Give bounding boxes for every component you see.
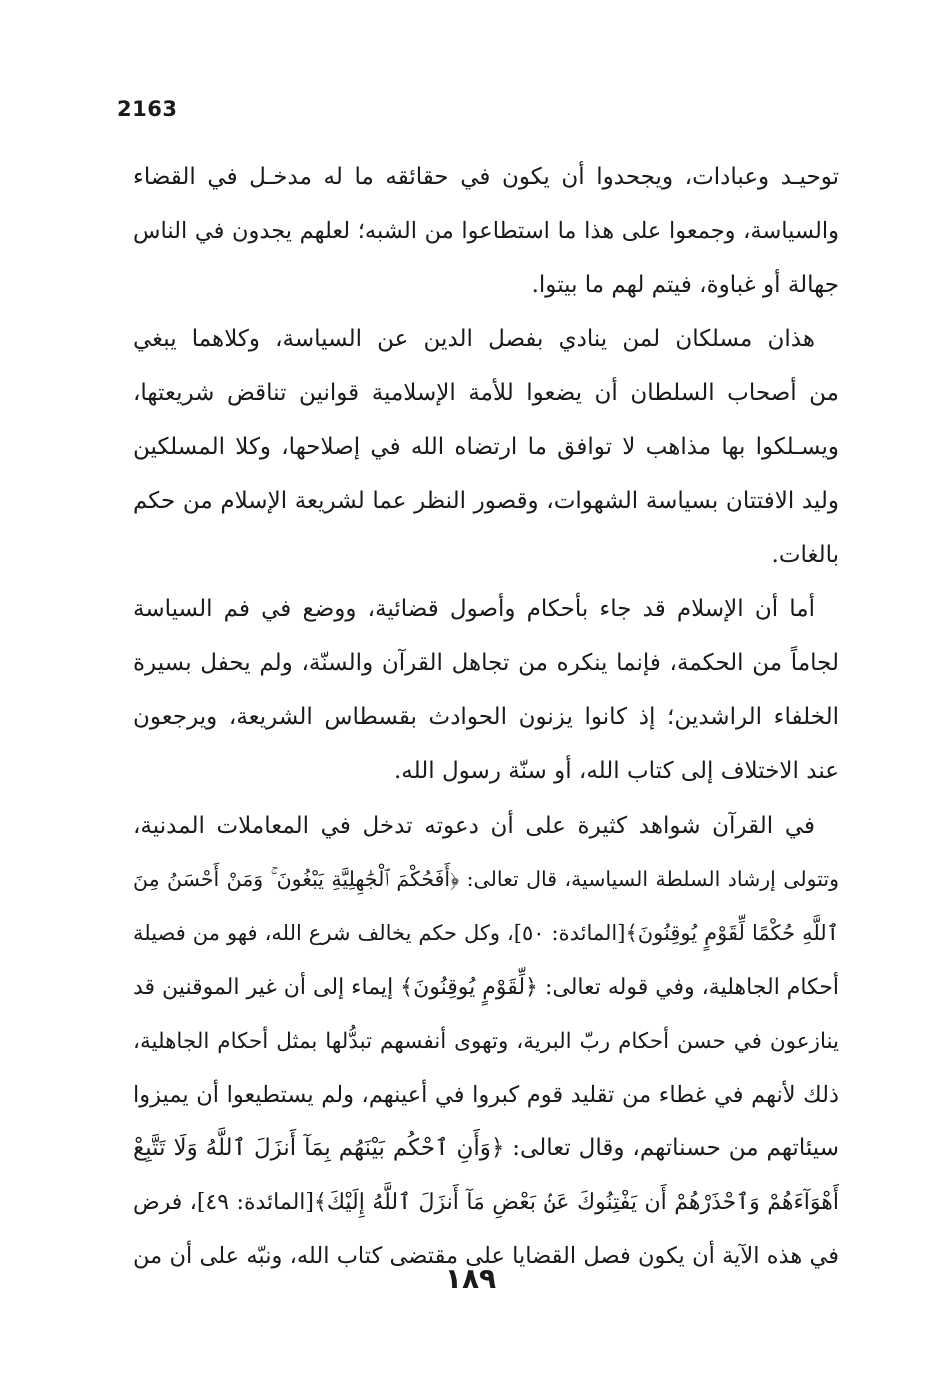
paragraph-1	[133, 151, 839, 312]
text-line: وليد الافتتان بسياسة الشهوات، وقصور النظر عما لشريعة الإسلام من حكم	[133, 487, 839, 514]
text-line: أحكام الجاهلية، وفي قوله تعالى: ﴿لِّقَوْمٍ يُوقِنُونَ﴾ إيماء إلى أن غير الموقنين قد	[133, 974, 839, 1000]
text-line: أما أن الإسلام قد جاء بأحكام وأصول قضائية، ووضع في فم السياسة	[133, 596, 815, 623]
text-line: ويسـلكوا بها مذاهب لا توافق ما ارتضاه الله في إصلاحها، وكلا المسلكين	[133, 433, 839, 460]
paragraph-2	[133, 313, 839, 582]
text-line: ذلك لأنهم في غطاء من تقليد قوم كبروا في أعينهم، ولم يستطيعوا أن يميزوا	[133, 1081, 839, 1108]
text-line: والسياسة، وجمعوا على هذا ما استطاعوا من الشبه؛ لعلهم يجدون في الناس	[133, 217, 839, 244]
text-line: ينازعون في حسن أحكام ربّ البرية، وتهوى أنفسهم تبدُّلها بمثل أحكام الجاهلية،	[133, 1028, 839, 1054]
paragraph-3	[133, 583, 839, 798]
page-number: ١٨٩	[444, 1262, 497, 1295]
text-line: لجاماً من الحكمة، فإنما ينكره من تجاهل القرآن والسنّة، ولم يحفل بسيرة	[133, 650, 839, 677]
text-line: توحيـد وعبادات، ويجحدوا أن يكون في حقائقه ما له مدخـل في القضاء	[133, 164, 839, 190]
text-line: في القرآن شواهد كثيرة على أن دعوته تدخل في المعاملات المدنية،	[133, 812, 815, 839]
page-id: 2163	[117, 97, 178, 121]
text-line: وتتولى إرشاد السلطة السياسية، قال تعالى: ﴿أَفَحُكْمَ ٱلْجَٰهِلِيَّةِ يَبْغُونَ ۚ وَمَنْ أَحْسَنُ مِنَ	[133, 867, 839, 892]
text-line: هذان مسلكان لمن ينادي بفصل الدين عن السياسة، وكلاهما يبغي	[133, 326, 815, 353]
text-line: الخلفاء الراشدين؛ إذ كانوا يزنون الحوادث بقسطاس الشريعة، ويرجعون	[133, 703, 839, 730]
text-line: جهالة أو غباوة، فيتم لهم ما بيتوا.	[531, 271, 839, 298]
text-line: في هذه الآية أن يكون فصل القضايا على مقتضى كتاب الله، ونبّه على أن من	[133, 1242, 839, 1269]
text-line: بالغات.	[771, 541, 839, 568]
text-line: عند الاختلاف إلى كتاب الله، أو سنّة رسول الله.	[393, 757, 839, 784]
paragraph-4	[133, 800, 839, 1284]
text-line: من أصحاب السلطان أن يضعوا للأمة الإسلامية قوانين تناقض شريعتها،	[133, 380, 839, 407]
text-line: ٱللَّهِ حُكْمًا لِّقَوْمٍ يُوقِنُونَ﴾[المائدة: ٥٠]، وكل حكم يخالف شرع الله، فهو من فصيلة	[133, 921, 839, 946]
text-line: سيئاتهم من حسناتهم، وقال تعالى: ﴿وَأَنِ ٱحْكُم بَيْنَهُم بِمَآ أَنزَلَ ٱللَّهُ وَلَا تَتَّبِعْ	[133, 1135, 839, 1162]
body-text	[133, 151, 839, 1285]
text-line: أَهْوَآءَهُمْ وَٱحْذَرْهُمْ أَن يَفْتِنُوكَ عَنۢ بَعْضِ مَآ أَنزَلَ ٱللَّهُ إِلَيْكَ﴾[المائدة: ٤٩]، فرض	[133, 1190, 839, 1216]
